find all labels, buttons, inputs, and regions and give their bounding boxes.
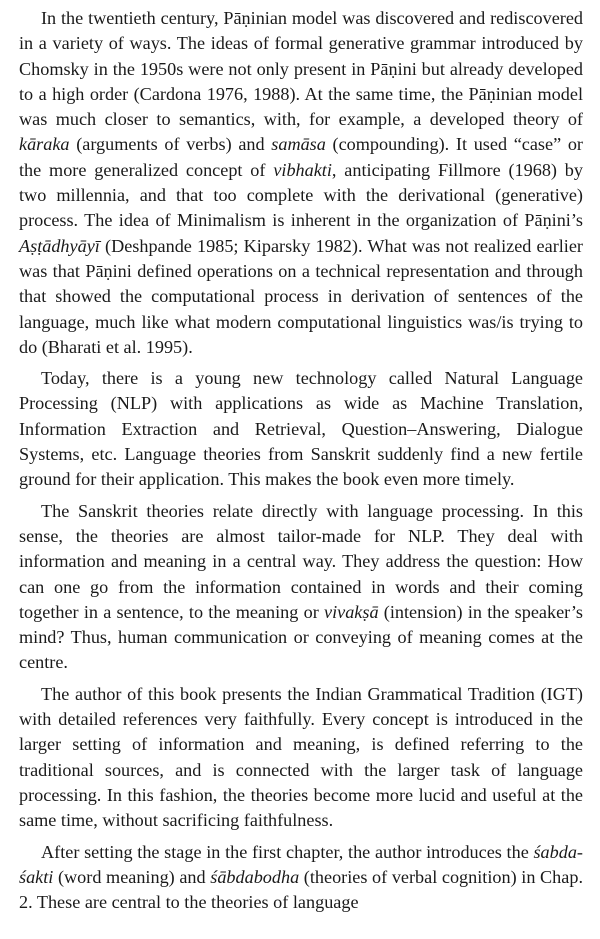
text-segment: , anticipating Fillmore (1968) by two millennia, and that too complete with the derivational (generative) process. The idea of Minimalism is inherent in the organization of Pāṇini’s: [19, 159, 583, 231]
paragraph-2: [19, 366, 583, 492]
paragraph-1: [19, 6, 583, 360]
italic-term: kāraka: [19, 134, 70, 155]
italic-term: śabda-śakti: [19, 841, 583, 887]
text-segment: (intension) in the speaker’s mind? Thus, human communication or conveying of meaning comes at the centre.: [19, 601, 583, 673]
italic-term: Aṣṭādhyāyī: [19, 235, 100, 256]
paragraph-3: [19, 499, 583, 676]
text-segment: In the twentieth century, Pāṇinian model was discovered and rediscovered in a variety of ways. The ideas of formal generative grammar introduced by Chomsky in the 1950s were not only present in Pāṇini but already developed to a high order (Cardona 1976, 1988). At the same time, the Pāṇinian model was much closer to semantics, with, for example, a developed theory of: [19, 8, 583, 130]
text-segment: (compounding). It used “case” or the more generalized concept of: [19, 134, 583, 180]
text-segment: The Sanskrit theories relate directly with language processing. In this sense, the theories are almost tailor-made for NLP. They deal with information and meaning in a central way. They address the question: How can one go from the information contained in words and their coming together in a sentence, to the meaning or: [19, 500, 583, 622]
text-segment: Today, there is a young new technology called Natural Language Processing (NLP) with applications as wide as Machine Translation, Information Extraction and Retrieval, Question–Answering, Dialogue Systems, etc. Language theories from Sanskrit suddenly find a new fertile ground for their application. This makes the book even more timely.: [19, 368, 583, 490]
text-segment: (word meaning) and: [53, 866, 211, 887]
text-segment: (theories of verbal cognition) in Chap. 2. These are central to the theories of language: [19, 866, 583, 913]
text-segment: After setting the stage in the first chapter, the author introduces the: [41, 841, 534, 862]
text-segment: (Deshpande 1985; Kiparsky 1982). What was not realized earlier was that Pāṇini defined operations on a technical representation and through that showed the computational process in derivation of sentences of the language, much like what modern computational linguistics was/is trying to do (Bharati et al. 1995).: [19, 235, 583, 357]
italic-term: vivakṣā: [324, 601, 379, 622]
italic-term: śābdabodha: [210, 866, 300, 887]
italic-term: samāsa: [271, 134, 326, 155]
text-segment: (arguments of verbs) and: [69, 134, 272, 155]
paragraph-5: [19, 840, 583, 916]
paragraph-4: [19, 682, 583, 834]
text-segment: The author of this book presents the Indian Grammatical Tradition (IGT) with detailed references very faithfully. Every concept is introduced in the larger setting of information and meaning, is defined referring to the traditional sources, and is connected with the larger task of language processing. In this fashion, the theories become more lucid and useful at the same time, without sacrificing faithfulness.: [19, 683, 583, 831]
document-body: [19, 6, 583, 915]
italic-term: vibhakti: [273, 159, 332, 180]
